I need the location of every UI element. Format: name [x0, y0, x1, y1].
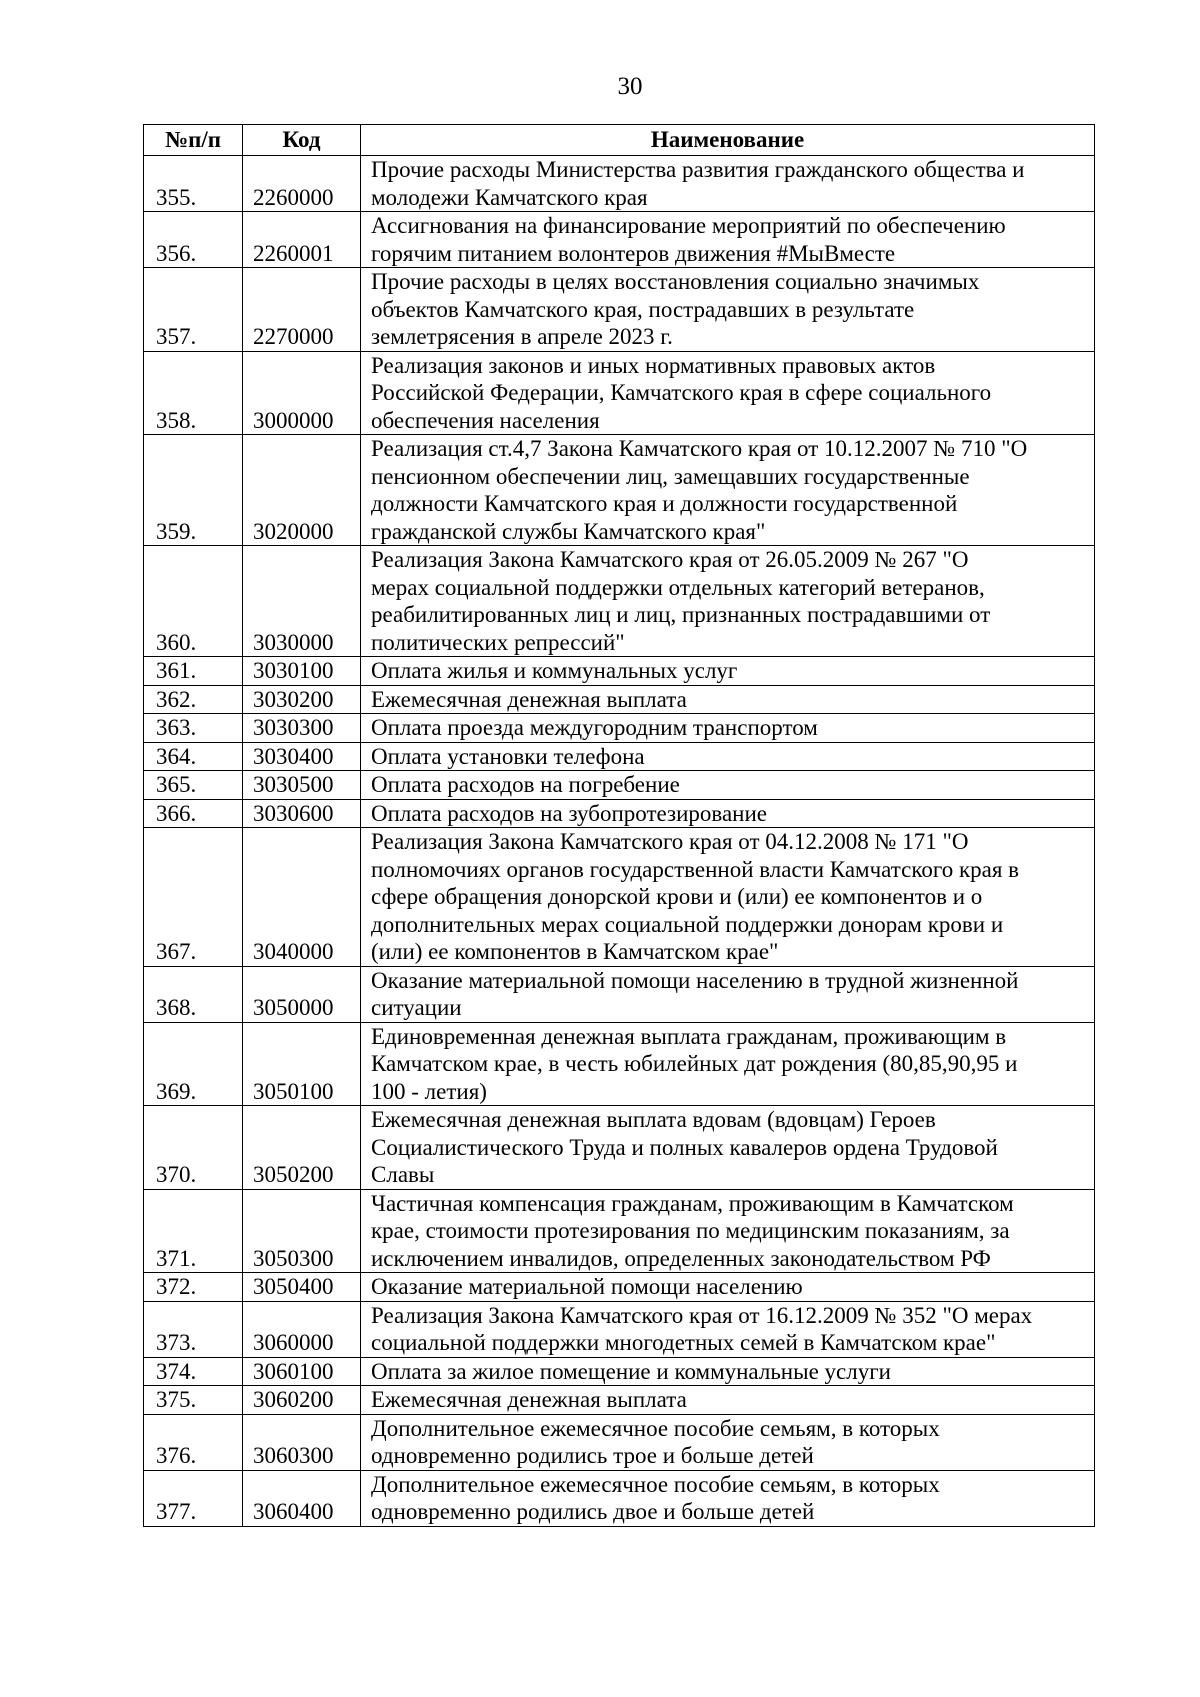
header-name: Наименование	[361, 125, 1095, 156]
row-name	[361, 212, 1095, 268]
row-name	[361, 1357, 1095, 1386]
row-code: 3030600	[243, 799, 361, 828]
row-code: 3000000	[243, 351, 361, 435]
row-name-line: Оплата расходов на зубопротезирование	[371, 800, 767, 826]
table-row	[144, 1022, 1095, 1106]
table-row	[144, 1301, 1095, 1357]
row-code: 2260000	[243, 156, 361, 212]
row-number: 363.	[144, 714, 243, 743]
row-code: 3060000	[243, 1301, 361, 1357]
table-row	[144, 1106, 1095, 1190]
row-name	[361, 1470, 1095, 1526]
row-number: 371.	[144, 1189, 243, 1273]
row-name-line: Реализация Закона Камчатского края от 04.12.2008 № 171 "О	[371, 829, 969, 854]
row-name-line: Реализация законов и иных нормативных правовых актов	[371, 352, 936, 378]
row-name	[361, 1106, 1095, 1190]
row-number: 374.	[144, 1357, 243, 1386]
row-name-line: (или) ее компонентов в Камчатском крае"	[371, 939, 779, 964]
row-number: 372.	[144, 1273, 243, 1302]
row-name-line: Реализация ст.4,7 Закона Камчатского края от 10.12.2007 № 710 "О	[371, 436, 1028, 461]
row-name-line: обеспечения населения	[371, 407, 600, 433]
row-number: 369.	[144, 1022, 243, 1106]
table-row	[144, 156, 1095, 212]
table-row	[144, 435, 1095, 546]
row-name	[361, 1301, 1095, 1357]
table-row	[144, 657, 1095, 686]
row-name	[361, 714, 1095, 743]
row-number: 355.	[144, 156, 243, 212]
table-row	[144, 799, 1095, 828]
row-name	[361, 1022, 1095, 1106]
row-code: 3030100	[243, 657, 361, 686]
table-row	[144, 742, 1095, 771]
row-number: 366.	[144, 799, 243, 828]
row-name	[361, 546, 1095, 657]
row-code: 3040000	[243, 828, 361, 967]
row-code: 3050200	[243, 1106, 361, 1190]
row-code: 3050400	[243, 1273, 361, 1302]
row-name-line: Ежемесячная денежная выплата	[371, 686, 687, 712]
table-row	[144, 212, 1095, 268]
table-row	[144, 1470, 1095, 1526]
table-row	[144, 1273, 1095, 1302]
row-number: 377.	[144, 1470, 243, 1526]
row-name-line: Оплата за жилое помещение и коммунальные услуги	[371, 1358, 891, 1384]
row-name-line: Ассигнования на финансирование мероприятий по обеспечению	[371, 213, 1006, 238]
row-name-line: мерах социальной поддержки отдельных категорий ветеранов,	[371, 574, 985, 600]
table-row	[144, 1386, 1095, 1415]
row-number: 368.	[144, 966, 243, 1022]
table-row	[144, 1414, 1095, 1470]
row-number: 357.	[144, 268, 243, 352]
row-name-line: Дополнительное ежемесячное пособие семьям, в которых	[371, 1471, 940, 1497]
row-code: 3020000	[243, 435, 361, 546]
row-name-line: Реализация Закона Камчатского края от 16.12.2009 № 352 "О мерах	[371, 1302, 1033, 1328]
row-name-line: пенсионном обеспечении лиц, замещавших государственные	[371, 463, 970, 489]
row-number: 364.	[144, 742, 243, 771]
row-name-line: Социалистического Труда и полных кавалеров ордена Трудовой	[371, 1134, 998, 1160]
row-name-line: социальной поддержки многодетных семей в Камчатском крае"	[371, 1330, 996, 1355]
row-name-line: Славы	[371, 1162, 435, 1187]
row-name-line: полномочиях органов государственной власти Камчатского края в	[371, 856, 1020, 882]
row-name-line: сфере обращения донорской крови и (или) ее компонентов и о	[371, 884, 983, 909]
row-name	[361, 657, 1095, 686]
row-name	[361, 156, 1095, 212]
row-code: 3050000	[243, 966, 361, 1022]
row-name-line: объектов Камчатского края, пострадавших в результате	[371, 296, 915, 322]
row-name-line: Частичная компенсация гражданам, проживающим в Камчатском	[371, 1190, 1014, 1216]
row-name	[361, 771, 1095, 800]
table-row	[144, 771, 1095, 800]
row-name-line: 100 - летия)	[371, 1078, 487, 1104]
row-code: 3060100	[243, 1357, 361, 1386]
row-name-line: одновременно родились трое и больше детей	[371, 1443, 814, 1468]
row-name-line: землетрясения в апреле 2023 г.	[371, 324, 673, 349]
row-code: 3050300	[243, 1189, 361, 1273]
row-name-line: дополнительных мерах социальной поддержки донорам крови и	[371, 911, 1004, 937]
row-number: 370.	[144, 1106, 243, 1190]
row-name-line: Оказание материальной помощи населению в трудной жизненной	[371, 967, 1019, 993]
row-name-line: Оплата жилья и коммунальных услуг	[371, 658, 738, 683]
row-code: 3030200	[243, 685, 361, 714]
row-number: 358.	[144, 351, 243, 435]
table-row	[144, 1189, 1095, 1273]
budget-codes-table	[143, 124, 1095, 1527]
row-code: 3030400	[243, 742, 361, 771]
row-name-line: Оплата расходов на погребение	[371, 772, 680, 797]
header-code: Код	[243, 125, 361, 156]
row-name-line: Единовременная денежная выплата гражданам, проживающим в	[371, 1023, 1007, 1049]
row-number: 365.	[144, 771, 243, 800]
row-number: 375.	[144, 1386, 243, 1415]
row-name-line: Реализация Закона Камчатского края от 26.05.2009 № 267 "О	[371, 547, 969, 572]
row-number: 361.	[144, 657, 243, 686]
row-name-line: исключением инвалидов, определенных законодательством РФ	[371, 1245, 991, 1271]
row-name-line: Российской Федерации, Камчатского края в сфере социального	[371, 380, 992, 405]
table-row	[144, 1357, 1095, 1386]
row-name-line: горячим питанием волонтеров движения #МыВместе	[371, 240, 896, 266]
row-name-line: ситуации	[371, 995, 462, 1020]
table-row	[144, 268, 1095, 352]
row-code: 3060300	[243, 1414, 361, 1470]
row-name	[361, 966, 1095, 1022]
row-number: 359.	[144, 435, 243, 546]
row-name	[361, 351, 1095, 435]
table-row	[144, 966, 1095, 1022]
row-name	[361, 1189, 1095, 1273]
table-row	[144, 828, 1095, 967]
row-name-line: гражданской службы Камчатского края"	[371, 518, 766, 544]
row-number: 356.	[144, 212, 243, 268]
row-code: 3060200	[243, 1386, 361, 1415]
row-name	[361, 435, 1095, 546]
row-number: 367.	[144, 828, 243, 967]
row-name-line: Оплата установки телефона	[371, 743, 645, 769]
row-name-line: Оказание материальной помощи населению	[371, 1274, 803, 1299]
table-row	[144, 685, 1095, 714]
row-name	[361, 268, 1095, 352]
row-name-line: политических репрессий"	[371, 629, 625, 655]
row-code: 3050100	[243, 1022, 361, 1106]
table-row	[144, 714, 1095, 743]
row-name-line: молодежи Камчатского края	[371, 184, 648, 210]
row-name-line: реабилитированных лиц и лиц, признанных пострадавшими от	[371, 602, 991, 627]
row-name-line: Прочие расходы в целях восстановления социально значимых	[371, 269, 980, 294]
row-name-line: Ежемесячная денежная выплата	[371, 1387, 687, 1412]
row-name	[361, 685, 1095, 714]
row-code: 2270000	[243, 268, 361, 352]
row-name-line: Ежемесячная денежная выплата вдовам (вдовцам) Героев	[371, 1107, 936, 1132]
row-code: 3030000	[243, 546, 361, 657]
row-name	[361, 799, 1095, 828]
row-name	[361, 828, 1095, 967]
table-row	[144, 546, 1095, 657]
row-number: 362.	[144, 685, 243, 714]
row-name	[361, 1414, 1095, 1470]
row-name-line: Оплата проезда междугородним транспортом	[371, 715, 818, 740]
row-name	[361, 1386, 1095, 1415]
row-name-line: Дополнительное ежемесячное пособие семьям, в которых	[371, 1415, 940, 1441]
row-name-line: одновременно родились двое и больше детей	[371, 1499, 815, 1524]
table-header-row	[144, 125, 1095, 156]
row-name	[361, 742, 1095, 771]
row-number: 360.	[144, 546, 243, 657]
row-code: 3030300	[243, 714, 361, 743]
row-code: 3030500	[243, 771, 361, 800]
header-number: №п/п	[144, 125, 243, 156]
row-name-line: Камчатском крае, в честь юбилейных дат рождения (80,85,90,95 и	[371, 1051, 1018, 1076]
row-number: 376.	[144, 1414, 243, 1470]
row-name-line: крае, стоимости протезирования по медицинским показаниям, за	[371, 1218, 1010, 1243]
row-name	[361, 1273, 1095, 1302]
row-name-line: Прочие расходы Министерства развития гражданского общества и	[371, 157, 1025, 182]
row-name-line: должности Камчатского края и должности государственной	[371, 491, 958, 516]
table-row	[144, 351, 1095, 435]
row-code: 2260001	[243, 212, 361, 268]
page-number: 30	[617, 73, 643, 100]
row-number: 373.	[144, 1301, 243, 1357]
row-code: 3060400	[243, 1470, 361, 1526]
